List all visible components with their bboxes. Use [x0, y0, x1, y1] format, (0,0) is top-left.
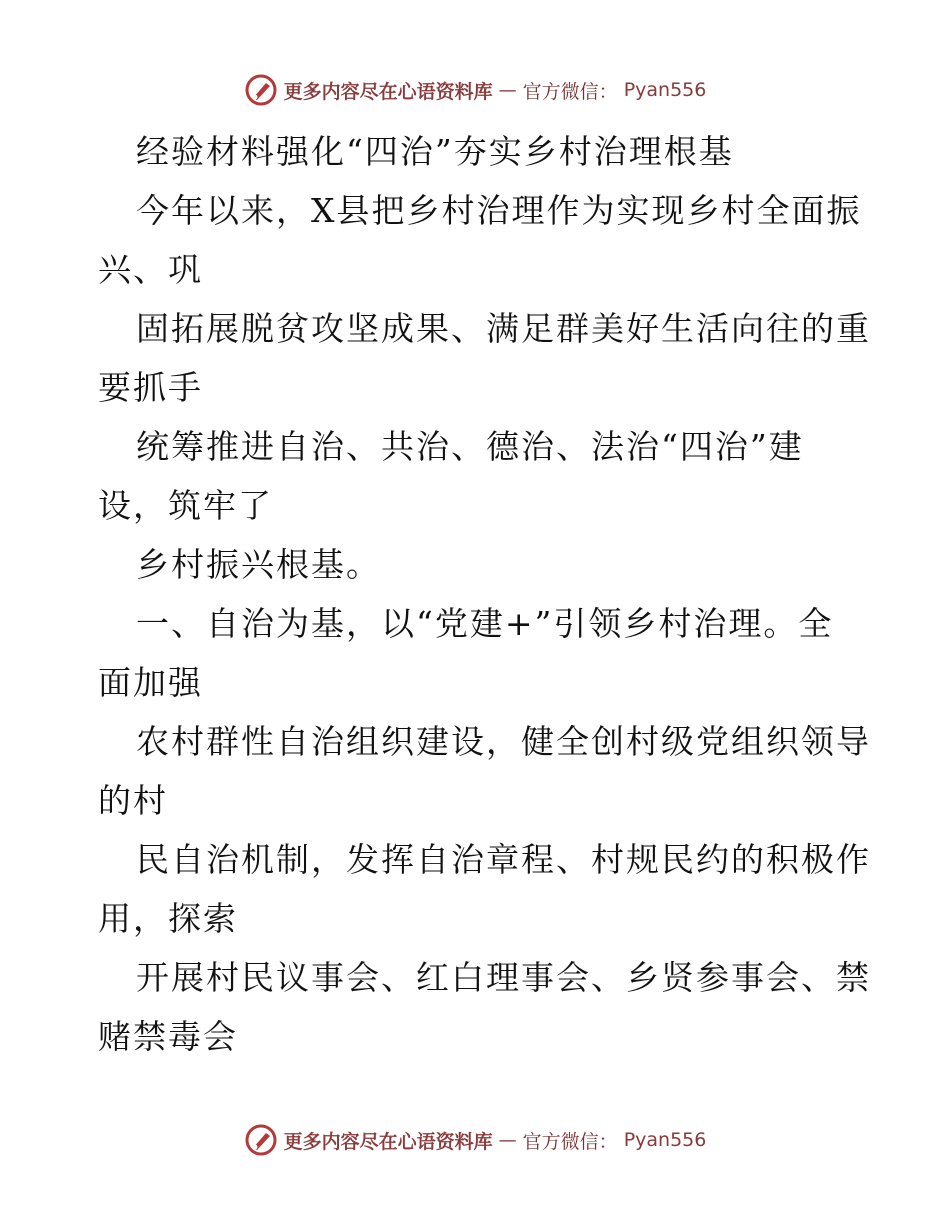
- banner-main-text: 更多内容尽在心语资料库: [283, 80, 493, 103]
- banner-wechat-label: 官方微信：: [522, 1130, 618, 1153]
- text-line: 民自治机制，发挥自治章程、村规民约的积极作: [136, 840, 871, 879]
- banner-wechat-label: 官方微信：: [522, 80, 618, 103]
- document-title: 经验材料强化“四治”夯实乡村治理根基: [136, 132, 734, 171]
- text-line: 乡村振兴根基。: [136, 545, 381, 584]
- pen-logo-icon: [244, 1123, 278, 1157]
- banner-separator: —: [498, 1129, 517, 1151]
- text-line: 设，筑牢了: [98, 486, 273, 525]
- banner-main-text: 更多内容尽在心语资料库: [283, 1130, 493, 1153]
- pen-logo-icon: [244, 73, 278, 107]
- document-body: [98, 122, 871, 1066]
- text-line: 固拓展脱贫攻坚成果、满足群美好生活向往的重: [136, 309, 871, 348]
- section-heading-line: 一、自治为基，以“党建+”引领乡村治理。全: [136, 604, 834, 643]
- text-line: 要抓手: [98, 368, 203, 407]
- text-line: 统筹推进自治、共治、德治、法治“四治”建: [136, 427, 804, 466]
- header-banner: [0, 70, 950, 110]
- text-line: 赌禁毒会: [98, 1017, 238, 1056]
- footer-banner: [0, 1120, 950, 1160]
- text-line: 用，探索: [98, 899, 238, 938]
- text-line: 兴、巩: [98, 250, 203, 289]
- banner-separator: —: [498, 79, 517, 101]
- text-line: 面加强: [98, 663, 203, 702]
- text-line: 开展村民议事会、红白理事会、乡贤参事会、禁: [136, 958, 871, 997]
- text-line: 今年以来，X县把乡村治理作为实现乡村全面振: [136, 191, 862, 230]
- text-line: 的村: [98, 781, 168, 820]
- text-line: 农村群性自治组织建设，健全创村级党组织领导: [136, 722, 871, 761]
- banner-wechat-id: Pyan556: [623, 1129, 707, 1151]
- banner-wechat-id: Pyan556: [623, 79, 707, 101]
